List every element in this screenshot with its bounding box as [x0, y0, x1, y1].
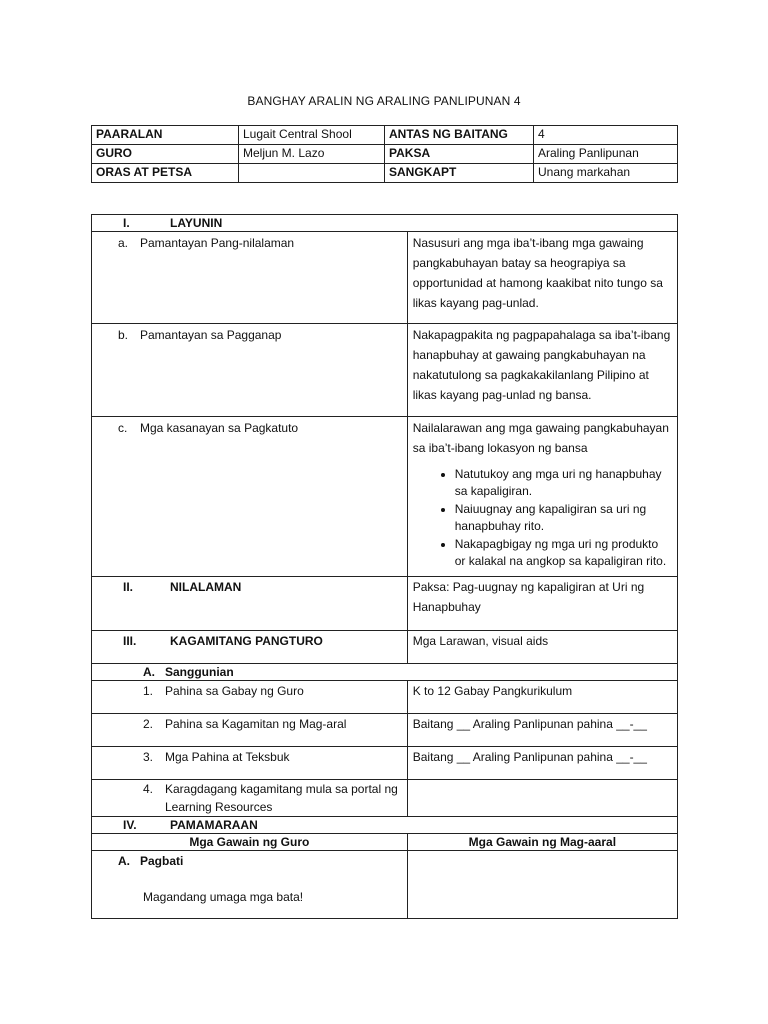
- item-label: Pamantayan Pang-nilalaman: [140, 236, 295, 250]
- header-label: GURO: [92, 145, 239, 164]
- table-row: [92, 747, 678, 780]
- activity-header-row: [92, 834, 678, 851]
- section-title: KAGAMITANG PANGTURO: [170, 634, 323, 648]
- item-value: Nasusuri ang mga iba’t-ibang mga gawaing pangkabuhayan batay sa heograpiya sa opportunidad at hamong kaakibat nito tungo sa likas kayang pag-unlad.: [407, 232, 677, 324]
- section-row-nilalaman: [92, 577, 678, 631]
- section-row-kagamitan: [92, 631, 678, 664]
- item-label: Mga Pahina at Teksbuk: [165, 750, 290, 764]
- item-label: Pamantayan sa Pagganap: [140, 328, 282, 342]
- header-value: Lugait Central Shool: [239, 126, 385, 145]
- section-title: NILALAMAN: [170, 580, 242, 594]
- item-label: Pahina sa Gabay ng Guro: [165, 684, 304, 698]
- header-label: PAARALAN: [92, 126, 239, 145]
- header-label: ANTAS NG BAITANG: [385, 126, 534, 145]
- header-value: Meljun M. Lazo: [239, 145, 385, 164]
- header-value: 4: [534, 126, 678, 145]
- lesson-plan-table: [91, 214, 678, 919]
- subsection-letter: A.: [143, 665, 155, 679]
- header-label: PAKSA: [385, 145, 534, 164]
- item-value: Baitang __ Araling Panlipunan pahina __-__: [407, 714, 677, 747]
- section-number: I.: [123, 216, 130, 230]
- item-number: b.: [118, 328, 129, 342]
- header-value: [239, 164, 385, 183]
- item-label: Karagdagang kagamitang mula sa portal ng Learning Resources: [165, 782, 398, 814]
- item-value: [407, 780, 677, 817]
- table-row: [92, 681, 678, 714]
- section-title: PAMAMARAAN: [170, 818, 258, 832]
- item-number: 4.: [143, 782, 154, 796]
- item-value: Baitang __ Araling Panlipunan pahina __-__: [407, 747, 677, 780]
- section-number: IV.: [123, 818, 137, 832]
- header-row: [92, 164, 678, 183]
- header-row: [92, 145, 678, 164]
- document-title: BANGHAY ARALIN NG ARALING PANLIPUNAN 4: [247, 94, 521, 108]
- table-row: [92, 232, 678, 324]
- section-number: III.: [123, 634, 137, 648]
- column-header-magaaral: Mga Gawain ng Mag-aaral: [407, 834, 677, 851]
- header-info-table: [91, 125, 678, 183]
- item-label: Pahina sa Kagamitan ng Mag-aral: [165, 717, 347, 731]
- item-number: 1.: [143, 684, 154, 698]
- header-label: ORAS AT PETSA: [92, 164, 239, 183]
- item-number: 3.: [143, 750, 154, 764]
- header-row: [92, 126, 678, 145]
- table-row: [92, 324, 678, 417]
- item-label: Mga kasanayan sa Pagkatuto: [140, 421, 299, 435]
- table-row: [92, 851, 678, 919]
- item-letter: A.: [118, 854, 130, 868]
- section-row-pamamaraan: [92, 817, 678, 834]
- item-value: Paksa: Pag-uugnay ng kapaligiran at Uri ng Hanapbuhay: [407, 577, 677, 631]
- column-header-guro: Mga Gawain ng Guro: [92, 834, 408, 851]
- header-value: Araling Panlipunan: [534, 145, 678, 164]
- header-value: Unang markahan: [534, 164, 678, 183]
- list-item: • Naiuugnay ang kapaligiran sa uri ng hanapbuhay rito.: [455, 501, 672, 535]
- item-value: Mga Larawan, visual aids: [407, 631, 677, 664]
- objectives-list: [413, 466, 672, 570]
- list-item: • Nakapagbigay ng mga uri ng produkto or kalakal na angkop sa kapaligiran rito.: [455, 536, 672, 570]
- item-value: K to 12 Gabay Pangkurikulum: [407, 681, 677, 714]
- table-row: [92, 780, 678, 817]
- item-number: a.: [118, 236, 129, 250]
- item-value: Nailalarawan ang mga gawaing pangkabuhayan sa iba’t-ibang lokasyon ng bansa: [412, 421, 669, 455]
- item-number: 2.: [143, 717, 154, 731]
- section-row-layunin: [92, 215, 678, 232]
- table-row: [92, 417, 678, 577]
- section-number: II.: [123, 580, 134, 594]
- item-label: Pagbati: [140, 854, 184, 868]
- table-row: [92, 714, 678, 747]
- item-number: c.: [118, 421, 128, 435]
- list-item: • Natutukoy ang mga uri ng hanapbuhay sa kapaligiran.: [455, 466, 672, 500]
- item-value: Nakapagpakita ng pagpapahalaga sa iba’t-ibang hanapbuhay at gawaing pangkabuhayan na nakatutulong sa pagkakakilanlang Pilipino at likas kayang pag-unlad ng bansa.: [407, 324, 677, 417]
- header-label: SANGKAPT: [385, 164, 534, 183]
- greeting-text: Magandang umaga mga bata!: [143, 890, 304, 904]
- subsection-row-sanggunian: [92, 664, 678, 681]
- section-title: LAYUNIN: [170, 216, 223, 230]
- subsection-title: Sanggunian: [165, 665, 234, 679]
